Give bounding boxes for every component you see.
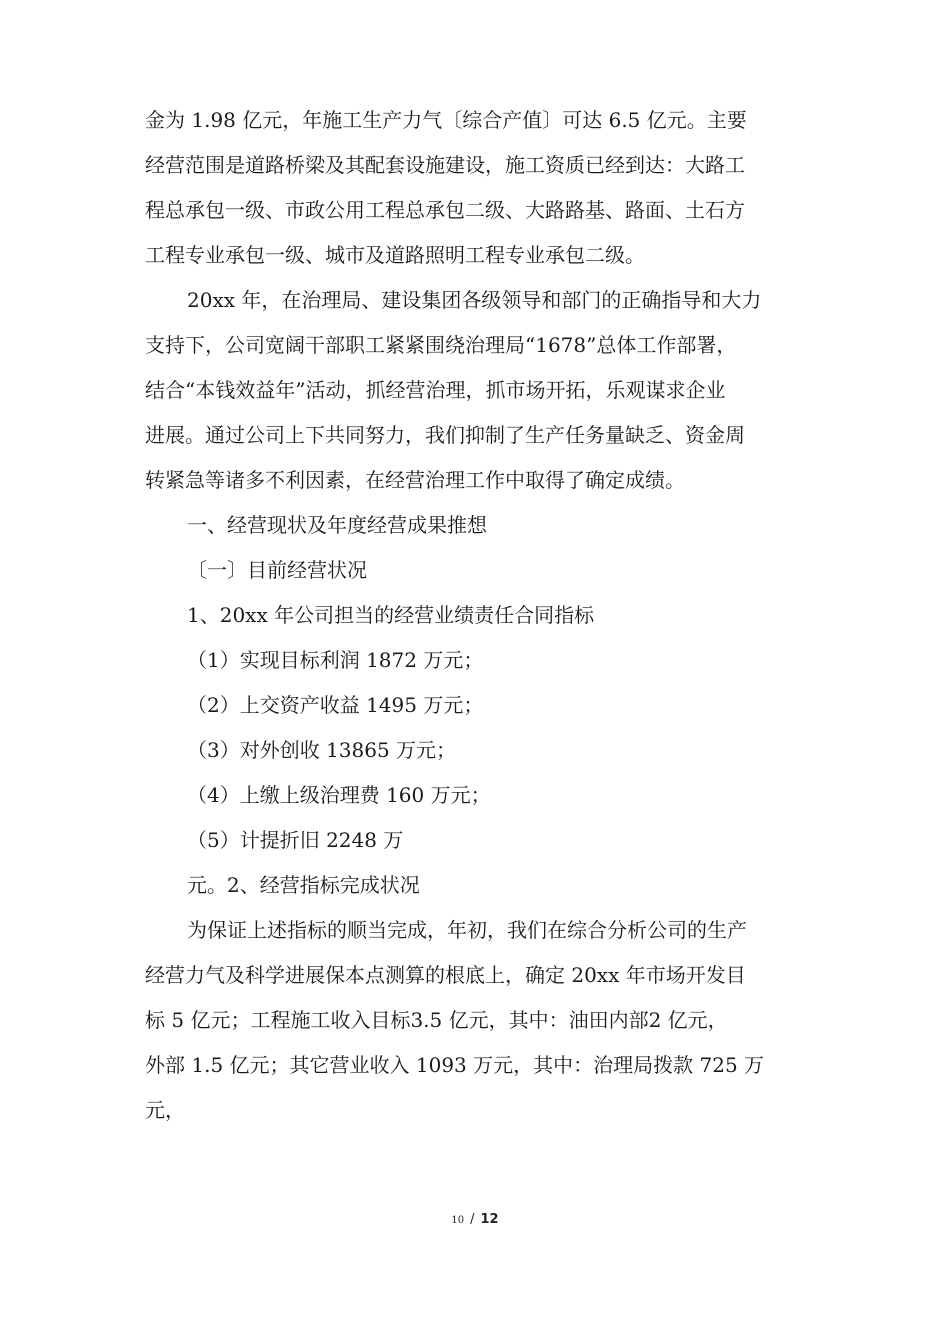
text-line-5: 20xx 年，在治理局、建设集团各级领导和部门的正确指导和大力 <box>187 288 762 312</box>
text-line-23: 元， <box>145 1098 185 1122</box>
total-pages-number: 12 <box>480 1212 499 1227</box>
text-line-22: 外部 1.5 亿元；其它营业收入 1093 万元，其中：治理局拨款 725 万 <box>145 1053 765 1077</box>
item-heading: 1、20xx 年公司担当的经营业绩责任合同指标 <box>187 603 595 627</box>
text-line-7: 结合“本钱效益年”活动，抓经营治理，抓市场开拓，乐观谋求企业 <box>145 378 726 402</box>
text-line-9: 转紧急等诸多不利因素，在经营治理工作中取得了确定成绩。 <box>145 468 685 492</box>
page-number-footer <box>0 1212 950 1227</box>
text-line-2: 经营范围是道路桥梁及其配套设施建设，施工资质已经到达：大路工 <box>145 153 745 177</box>
subsection-heading: 〔一〕目前经营状况 <box>187 558 367 582</box>
current-page-number: 10 <box>451 1215 465 1226</box>
text-line-4: 工程专业承包一级、城市及道路照明工程专业承包二级。 <box>145 243 645 267</box>
text-line-1: 金为 1.98 亿元，年施工生产力气〔综合产值〕可达 6.5 亿元。主要 <box>145 108 747 132</box>
list-item: （3）对外创收 13865 万元； <box>187 738 457 762</box>
list-item: （4）上缴上级治理费 160 万元； <box>187 783 491 807</box>
list-item: （2）上交资产收益 1495 万元； <box>187 693 484 717</box>
list-item: （5）计提折旧 2248 万 <box>187 828 404 852</box>
document-body <box>145 98 815 1133</box>
text-line-3: 程总承包一级、市政公用工程总承包二级、大路路基、路面、土石方 <box>145 198 745 222</box>
text-line-21: 标 5 亿元；工程施工收入目标3.5 亿元，其中：油田内部2 亿元， <box>145 1008 728 1032</box>
text-line-8: 进展。通过公司上下共同努力，我们抑制了生产任务量缺乏、资金周 <box>145 423 745 447</box>
text-line-20: 经营力气及科学进展保本点测算的根底上，确定 20xx 年市场开发目 <box>145 963 746 987</box>
section-heading: 一、经营现状及年度经营成果推想 <box>187 513 487 537</box>
item-heading-2: 元。2、经营指标完成状况 <box>187 873 420 897</box>
text-line-6: 支持下，公司宽阔干部职工紧紧围绕治理局“1678”总体工作部署， <box>145 333 737 357</box>
list-item: （1）实现目标利润 1872 万元； <box>187 648 484 672</box>
text-line-19: 为保证上述指标的顺当完成，年初，我们在综合分析公司的生产 <box>187 918 747 942</box>
page-separator: / <box>470 1212 475 1227</box>
